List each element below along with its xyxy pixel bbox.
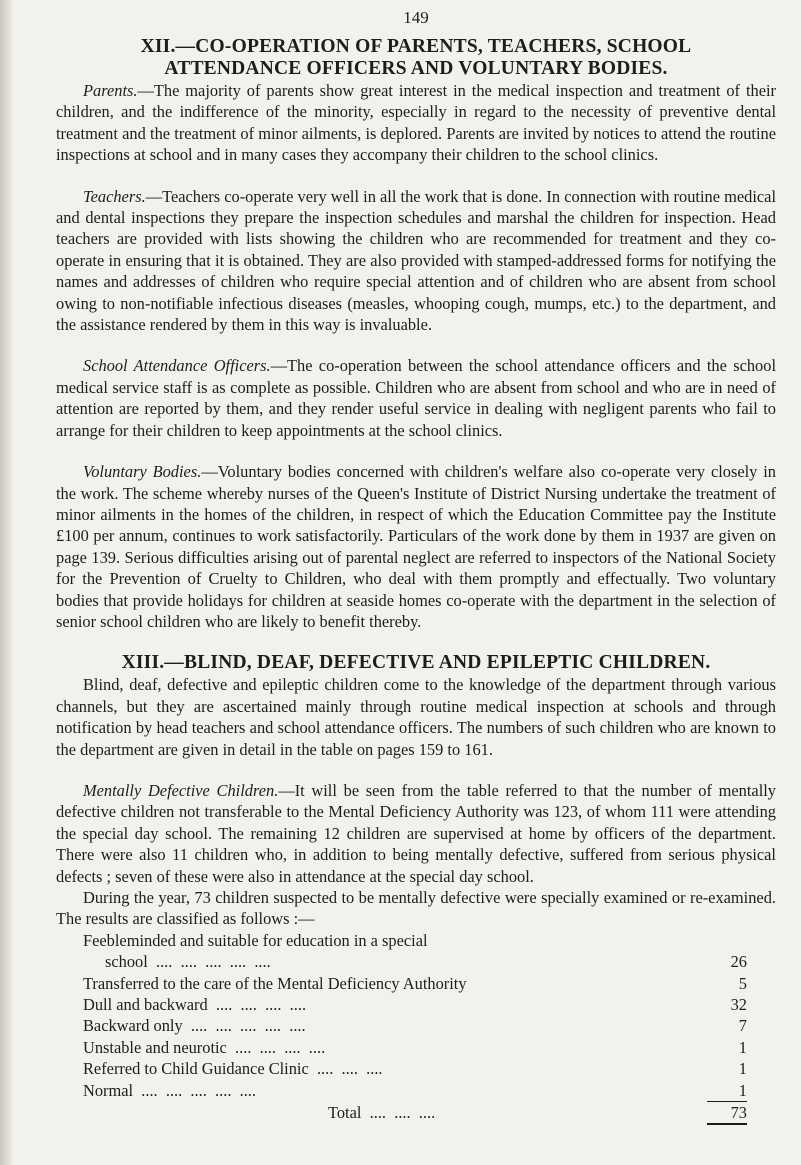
results-total-label: Total .... .... .... — [328, 1103, 436, 1123]
results-row-label: Unstable and neurotic .... .... .... .... — [83, 1037, 326, 1057]
results-row-label: Normal .... .... .... .... .... — [83, 1080, 256, 1100]
attendance-officers-lead: School Attendance Officers. — [83, 356, 271, 376]
results-row-label: Dull and backward .... .... .... .... — [83, 995, 307, 1015]
results-row-value: 1 — [707, 1080, 747, 1102]
teachers-lead: Teachers. — [83, 186, 146, 206]
results-row-value: 5 — [738, 973, 747, 993]
document-page — [56, 8, 776, 1125]
results-row — [83, 973, 747, 994]
results-row-value: 26 — [730, 952, 747, 972]
section-12-heading-line2: ATTENDANCE OFFICERS AND VOLUNTARY BODIES. — [164, 58, 668, 79]
results-row — [83, 1015, 747, 1036]
section-12-heading — [56, 36, 776, 80]
results-row — [83, 994, 747, 1015]
page-binding-edge — [0, 0, 12, 1165]
mentally-defective-paragraph — [56, 780, 776, 887]
attendance-officers-text: —The co-operation between the school attendance officers and the school medical service staff is as complete as possible. Children who are absent from school and who are in need of attention are reported by them, and they render useful service in dealing with negligent parents who fail to arrange for their children to keep appointments at the school clinics. — [56, 356, 777, 440]
results-row-label: school .... .... .... .... .... — [105, 952, 271, 972]
results-row-value: 1 — [738, 1037, 747, 1057]
attendance-officers-paragraph — [56, 355, 776, 441]
results-row-label: Transferred to the care of the Mental Deficiency Authority — [83, 973, 467, 993]
section-13-heading: XIII.—BLIND, DEAF, DEFECTIVE AND EPILEPTIC CHILDREN. — [121, 652, 711, 674]
voluntary-bodies-text: —Voluntary bodies concerned with children's welfare also co-operate very closely in the work. The scheme whereby nurses of the Queen's Institute of District Nursing undertake the treatment of minor ailments in the homes of the children, in respect of which the Education Committee pay the Institute £100 per annum, continues to work satisfactorily. Particulars of the work done by them in 1937 are given on page 139. Serious difficulties arising out of parental neglect are referred to inspectors of the National Society for the Prevention of Cruelty to Children, who deal with them promptly and effectually. Two voluntary bodies that provide holidays for children at seaside homes co-operate with the department in the selection of senior school children who are likely to benefit thereby. — [56, 462, 776, 631]
results-table — [83, 930, 747, 1126]
voluntary-bodies-paragraph — [56, 461, 776, 632]
results-row-value: 32 — [730, 995, 747, 1015]
section-13-intro: Blind, deaf, defective and epileptic children come to the knowledge of the department through various channels, but they are ascertained mainly through routine medical inspection at schools and through notification by head teachers and school attendance officers. The numbers of such children who are known to the department are given in detail in the table on pages 159 to 161. — [56, 675, 776, 759]
voluntary-bodies-lead: Voluntary Bodies. — [83, 462, 202, 482]
page-number: 149 — [403, 8, 429, 27]
results-row — [83, 930, 747, 951]
results-row — [83, 951, 747, 972]
results-row-value: 1 — [738, 1059, 747, 1079]
parents-paragraph — [56, 80, 776, 166]
results-row-label: Backward only .... .... .... .... .... — [83, 1016, 306, 1036]
results-row — [83, 1037, 747, 1058]
mentally-defective-lead: Mentally Defective Children. — [83, 780, 279, 800]
teachers-paragraph — [56, 186, 776, 336]
section-12-heading-line1: XII.—CO-OPERATION OF PARENTS, TEACHERS, SCHOOL — [140, 36, 692, 57]
results-total-value: 73 — [707, 1102, 747, 1125]
results-total-row — [83, 1102, 747, 1125]
parents-lead: Parents. — [83, 81, 138, 100]
results-row — [83, 1080, 747, 1102]
examination-paragraph: During the year, 73 children suspected to be mentally defective were specially examined or re-examined. The results are classified as follows :— — [56, 888, 776, 929]
results-row-label: Referred to Child Guidance Clinic .... .... .... — [83, 1059, 383, 1079]
results-row — [83, 1058, 747, 1079]
teachers-text: —Teachers co-operate very well in all the work that is done. In connection with routine medical and dental inspections they prepare the inspection schedules and marshal the children for inspection. Head teachers are provided with lists showing the children who are recommended for treatment and they co-operate in ensuring that it is obtained. They are also provided with stamped-addressed forms for notifying the names and addresses of children who require special attention and of children who are absent from school owing to non-notifiable infectious diseases (measles, whooping cough, mumps, etc.) to the department, and the assistance rendered by them in this way is invaluable. — [56, 186, 776, 335]
results-row-value: 7 — [738, 1016, 747, 1036]
mentally-defective-text: —It will be seen from the table referred to that the number of mentally defective children not transferable to the Mental Deficiency Authority was 123, of whom 111 were attending the special day school. The remaining 12 children are supervised at home by officers of the department. There were also 11 children who, in addition to being mentally defective, suffered from serious physical defects ; seven of these were also in attendance at the special day school. — [56, 780, 777, 886]
parents-text: —The majority of parents show great interest in the medical inspection and treatment of their children, and the indifference of the minority, especially in regard to the necessity of preventive dental treatment and the treatment of minor ailments, is deplored. Parents are invited by notices to attend the routine inspections at school and in many cases they accompany their children to the school clinics. — [56, 81, 776, 165]
results-row-label: Feebleminded and suitable for education in a special — [83, 930, 428, 950]
